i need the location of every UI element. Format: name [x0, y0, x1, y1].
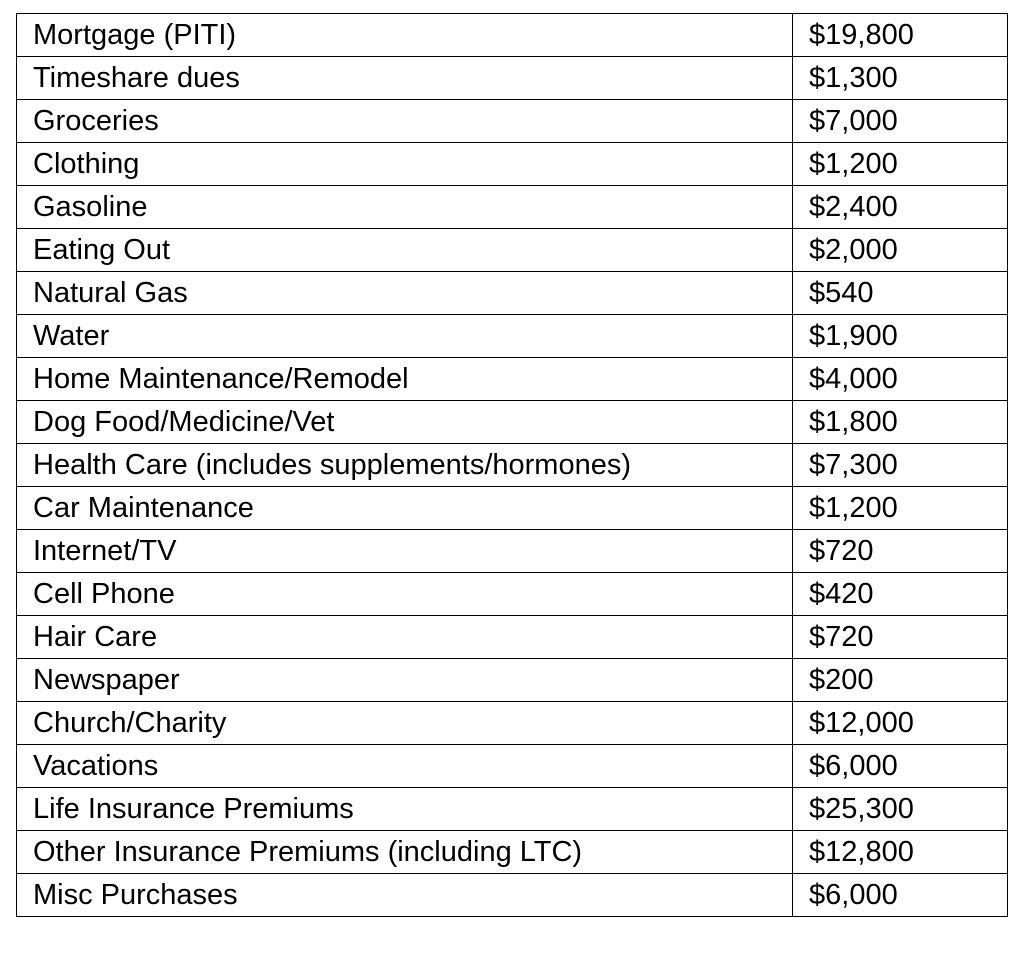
table-row	[17, 659, 1008, 702]
table-row	[17, 401, 1008, 444]
expense-amount: $6,000	[793, 874, 1008, 917]
expense-label: Newspaper	[17, 659, 793, 702]
table-row	[17, 616, 1008, 659]
expense-label: Cell Phone	[17, 573, 793, 616]
table-row	[17, 272, 1008, 315]
table-row	[17, 573, 1008, 616]
expense-label: Eating Out	[17, 229, 793, 272]
table-row	[17, 745, 1008, 788]
table-row	[17, 530, 1008, 573]
expense-amount: $7,300	[793, 444, 1008, 487]
expense-amount: $12,800	[793, 831, 1008, 874]
expense-label: Natural Gas	[17, 272, 793, 315]
expense-amount: $200	[793, 659, 1008, 702]
expense-label: Timeshare dues	[17, 57, 793, 100]
expense-amount: $540	[793, 272, 1008, 315]
expense-table-body	[17, 14, 1008, 917]
expense-amount: $4,000	[793, 358, 1008, 401]
table-row	[17, 831, 1008, 874]
expense-amount: $720	[793, 616, 1008, 659]
table-row	[17, 874, 1008, 917]
expense-table	[16, 13, 1008, 917]
expense-amount: $12,000	[793, 702, 1008, 745]
expense-label: Clothing	[17, 143, 793, 186]
expense-label: Misc Purchases	[17, 874, 793, 917]
expense-label: Gasoline	[17, 186, 793, 229]
expense-amount: $19,800	[793, 14, 1008, 57]
table-row	[17, 788, 1008, 831]
expense-label: Other Insurance Premiums (including LTC)	[17, 831, 793, 874]
expense-label: Home Maintenance/Remodel	[17, 358, 793, 401]
expense-amount: $25,300	[793, 788, 1008, 831]
table-row	[17, 100, 1008, 143]
expense-label: Groceries	[17, 100, 793, 143]
expense-amount: $1,200	[793, 143, 1008, 186]
expense-amount: $2,000	[793, 229, 1008, 272]
expense-label: Hair Care	[17, 616, 793, 659]
table-row	[17, 444, 1008, 487]
table-row	[17, 315, 1008, 358]
expense-label: Church/Charity	[17, 702, 793, 745]
expense-label: Car Maintenance	[17, 487, 793, 530]
expense-label: Mortgage (PITI)	[17, 14, 793, 57]
expense-amount: $1,800	[793, 401, 1008, 444]
table-row	[17, 57, 1008, 100]
expense-amount: $7,000	[793, 100, 1008, 143]
expense-amount: $1,300	[793, 57, 1008, 100]
expense-amount: $1,200	[793, 487, 1008, 530]
expense-label: Water	[17, 315, 793, 358]
expense-label: Vacations	[17, 745, 793, 788]
table-row	[17, 143, 1008, 186]
expense-amount: $420	[793, 573, 1008, 616]
expense-amount: $720	[793, 530, 1008, 573]
expense-label: Dog Food/Medicine/Vet	[17, 401, 793, 444]
expense-label: Internet/TV	[17, 530, 793, 573]
expense-amount: $2,400	[793, 186, 1008, 229]
table-row	[17, 358, 1008, 401]
table-row	[17, 186, 1008, 229]
table-row	[17, 702, 1008, 745]
expense-amount: $1,900	[793, 315, 1008, 358]
table-row	[17, 14, 1008, 57]
expense-amount: $6,000	[793, 745, 1008, 788]
expense-label: Health Care (includes supplements/hormones)	[17, 444, 793, 487]
expense-label: Life Insurance Premiums	[17, 788, 793, 831]
table-row	[17, 229, 1008, 272]
table-row	[17, 487, 1008, 530]
